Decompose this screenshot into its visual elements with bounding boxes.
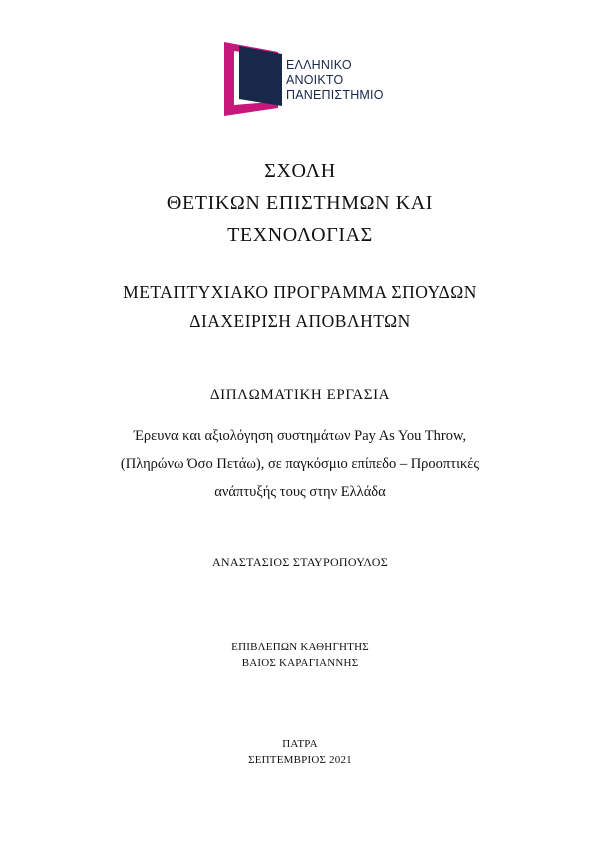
- university-name-line-1: ΕΛΛΗΝΙΚΟ: [286, 58, 352, 72]
- program-line-1: ΜΕΤΑΠΤΥΧΙΑΚΟ ΠΡΟΓΡΑΜΜΑ ΣΠΟΥΔΩΝ: [123, 282, 477, 302]
- university-name: [286, 58, 384, 103]
- university-name-line-2: ΑΝΟΙΚΤΟ: [286, 73, 344, 87]
- supervisor-label: ΕΠΙΒΛΕΠΩΝ ΚΑΘΗΓΗΤΗΣ: [231, 641, 369, 653]
- place-date: [0, 736, 600, 768]
- place: ΠΑΤΡΑ: [282, 738, 318, 750]
- program-line-2: ΔΙΑΧΕΙΡΙΣΗ ΑΠΟΒΛΗΤΩΝ: [189, 311, 411, 331]
- school-line-1: ΣΧΟΛΗ: [264, 160, 336, 182]
- thesis-title-line-3: ανάπτυξής τους στην Ελλάδα: [214, 484, 386, 500]
- author-name: ΑΝΑΣΤΑΣΙΟΣ ΣΤΑΥΡΟΠΟΥΛΟΣ: [211, 555, 389, 569]
- school-line-3: ΤΕΧΝΟΛΟΓΙΑΣ: [227, 224, 373, 246]
- university-name-line-3: ΠΑΝΕΠΙΣΤΗΜΙΟ: [286, 88, 384, 102]
- thesis-title-line-1: Έρευνα και αξιολόγηση συστημάτων Pay As You Throw,: [133, 428, 467, 444]
- thesis-title-line-2: (Πληρώνω Όσο Πετάω), σε παγκόσμιο επίπεδο – Προοπτικές: [120, 456, 480, 472]
- university-logo: [224, 42, 394, 116]
- supervisor-name: ΒΑΙΟΣ ΚΑΡΑΓΙΑΝΝΗΣ: [241, 657, 359, 669]
- thesis-title: [0, 422, 600, 506]
- school-name: [0, 155, 600, 251]
- school-line-2: ΘΕΤΙΚΩΝ ΕΠΙΣΤΗΜΩΝ ΚΑΙ: [166, 192, 434, 214]
- program-name: [0, 278, 600, 336]
- date: ΣΕΠΤΕΜΒΡΙΟΣ 2021: [248, 754, 352, 766]
- university-logo-icon: [224, 42, 284, 116]
- thesis-label: ΔΙΠΛΩΜΑΤΙΚΗ ΕΡΓΑΣΙΑ: [209, 387, 391, 403]
- supervisor: [0, 639, 600, 671]
